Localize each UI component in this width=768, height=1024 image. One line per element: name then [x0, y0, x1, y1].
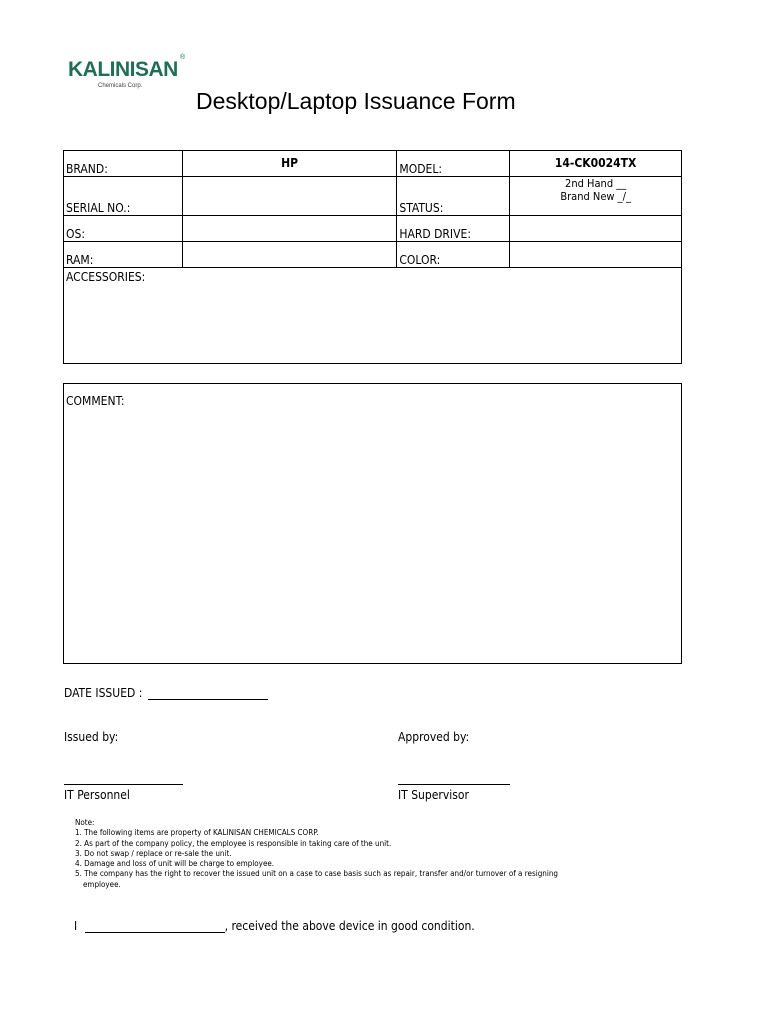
issued-by-label: Issued by: — [64, 730, 119, 744]
table-row — [64, 216, 682, 242]
note-item: 1. The following items are property of KALINISAN CHEMICALS CORP. — [75, 828, 319, 838]
comment-box[interactable] — [63, 383, 682, 664]
comment-label: COMMENT: — [66, 394, 125, 408]
form-title: Desktop/Laptop Issuance Form — [196, 88, 516, 114]
notes-section — [75, 818, 635, 890]
date-issued-line[interactable] — [148, 687, 268, 700]
serial-value[interactable] — [182, 177, 397, 216]
brand-label: BRAND: — [64, 151, 183, 177]
brand-value[interactable]: HP — [182, 151, 397, 177]
note-item: 4. Damage and loss of unit will be charge to employee. — [75, 859, 275, 869]
logo-registered-mark: ® — [180, 54, 186, 61]
note-item: 3. Do not swap / replace or re-sale the unit. — [75, 848, 232, 858]
note-item: 2. As part of the company policy, the employee is responsible in taking care of the unit. — [75, 838, 392, 848]
note-item: employee. — [83, 879, 121, 889]
company-logo — [68, 52, 192, 96]
status-second-hand: 2nd Hand __ — [565, 177, 627, 190]
table-row — [64, 242, 682, 268]
note-item: 5. The company has the right to recover the issued unit on a case to case basis such as repair, transfer and/or turnover of a resigning — [75, 869, 558, 879]
device-info-table — [63, 150, 682, 268]
hard-drive-value[interactable] — [510, 216, 682, 242]
date-issued — [64, 686, 268, 700]
it-supervisor-label: IT Supervisor — [398, 788, 469, 802]
acknowledgement-suffix: , received the above device in good condition. — [224, 919, 475, 933]
ram-value[interactable] — [182, 242, 397, 268]
accessories-box[interactable] — [63, 267, 682, 364]
status-brand-new: Brand New _/_ — [560, 190, 631, 203]
serial-label: SERIAL NO.: — [64, 177, 183, 216]
acknowledgement — [74, 919, 475, 933]
notes-heading: Note: — [75, 818, 95, 827]
table-row — [64, 177, 682, 216]
acknowledgement-prefix: I — [74, 919, 78, 933]
hard-drive-label: HARD DRIVE: — [397, 216, 510, 242]
status-value[interactable] — [510, 177, 682, 216]
it-personnel-signature-line[interactable] — [64, 784, 183, 785]
accessories-label: ACCESSORIES: — [66, 270, 146, 284]
ram-label: RAM: — [64, 242, 183, 268]
status-label: STATUS: — [397, 177, 510, 216]
color-value[interactable] — [510, 242, 682, 268]
color-label: COLOR: — [397, 242, 510, 268]
table-row — [64, 151, 682, 177]
os-label: OS: — [64, 216, 183, 242]
approved-by-label: Approved by: — [398, 730, 470, 744]
logo-brand-text: KALINISAN — [68, 58, 178, 81]
logo-subtitle: Chemicals Corp. — [98, 83, 143, 89]
model-label: MODEL: — [397, 151, 510, 177]
os-value[interactable] — [182, 216, 397, 242]
employee-name-line[interactable] — [85, 920, 225, 933]
model-value[interactable]: 14-CK0024TX — [510, 151, 682, 177]
it-personnel-label: IT Personnel — [64, 788, 130, 802]
it-supervisor-signature-line[interactable] — [398, 784, 510, 785]
date-issued-label: DATE ISSUED : — [64, 686, 143, 700]
